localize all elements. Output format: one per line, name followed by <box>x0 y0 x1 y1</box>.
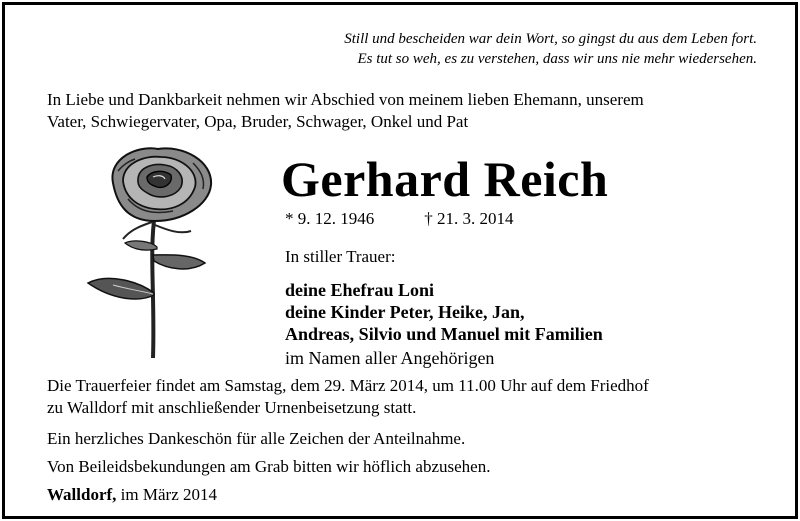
life-dates <box>285 209 514 229</box>
verse <box>344 29 757 69</box>
mourner-line-3: Andreas, Silvio und Manuel mit Familien <box>285 324 603 344</box>
mourner-line-4: im Namen aller Angehörigen <box>285 348 495 368</box>
deceased-name: Gerhard Reich <box>281 151 609 207</box>
verse-line-2: Es tut so weh, es zu verstehen, dass wir uns nie mehr wiedersehen. <box>357 51 757 67</box>
funeral-line-1: Die Trauerfeier findet am Samstag, dem 29. März 2014, um 11.00 Uhr auf dem Friedhof <box>47 376 649 395</box>
mourning-heading: In stiller Trauer: <box>285 247 396 266</box>
birth-date: * 9. 12. 1946 <box>285 209 375 228</box>
thanks-text: Ein herzliches Dankeschön für alle Zeichen der Anteilnahme. <box>47 429 466 448</box>
closing <box>47 484 217 506</box>
closing-place: Walldorf, <box>47 485 117 504</box>
rose-icon <box>83 143 228 363</box>
request-text: Von Beileidsbekundungen am Grab bitten wir höflich abzusehen. <box>47 457 491 476</box>
obituary-card <box>2 2 798 519</box>
mourner-line-2: deine Kinder Peter, Heike, Jan, <box>285 302 525 322</box>
closing-date: im März 2014 <box>120 485 217 504</box>
verse-line-1: Still und bescheiden war dein Wort, so gingst du aus dem Leben fort. <box>344 31 757 47</box>
mourner-line-1: deine Ehefrau Loni <box>285 280 435 300</box>
intro-line-2: Vater, Schwiegervater, Opa, Bruder, Schwager, Onkel und Pat <box>47 112 469 131</box>
intro-line-1: In Liebe und Dankbarkeit nehmen wir Abschied von meinem lieben Ehemann, unserem <box>47 90 644 109</box>
intro-text <box>47 89 644 133</box>
mourners-list <box>285 279 603 345</box>
funeral-info <box>47 375 649 419</box>
funeral-line-2: zu Walldorf mit anschließender Urnenbeisetzung statt. <box>47 398 417 417</box>
death-date: † 21. 3. 2014 <box>424 209 514 228</box>
